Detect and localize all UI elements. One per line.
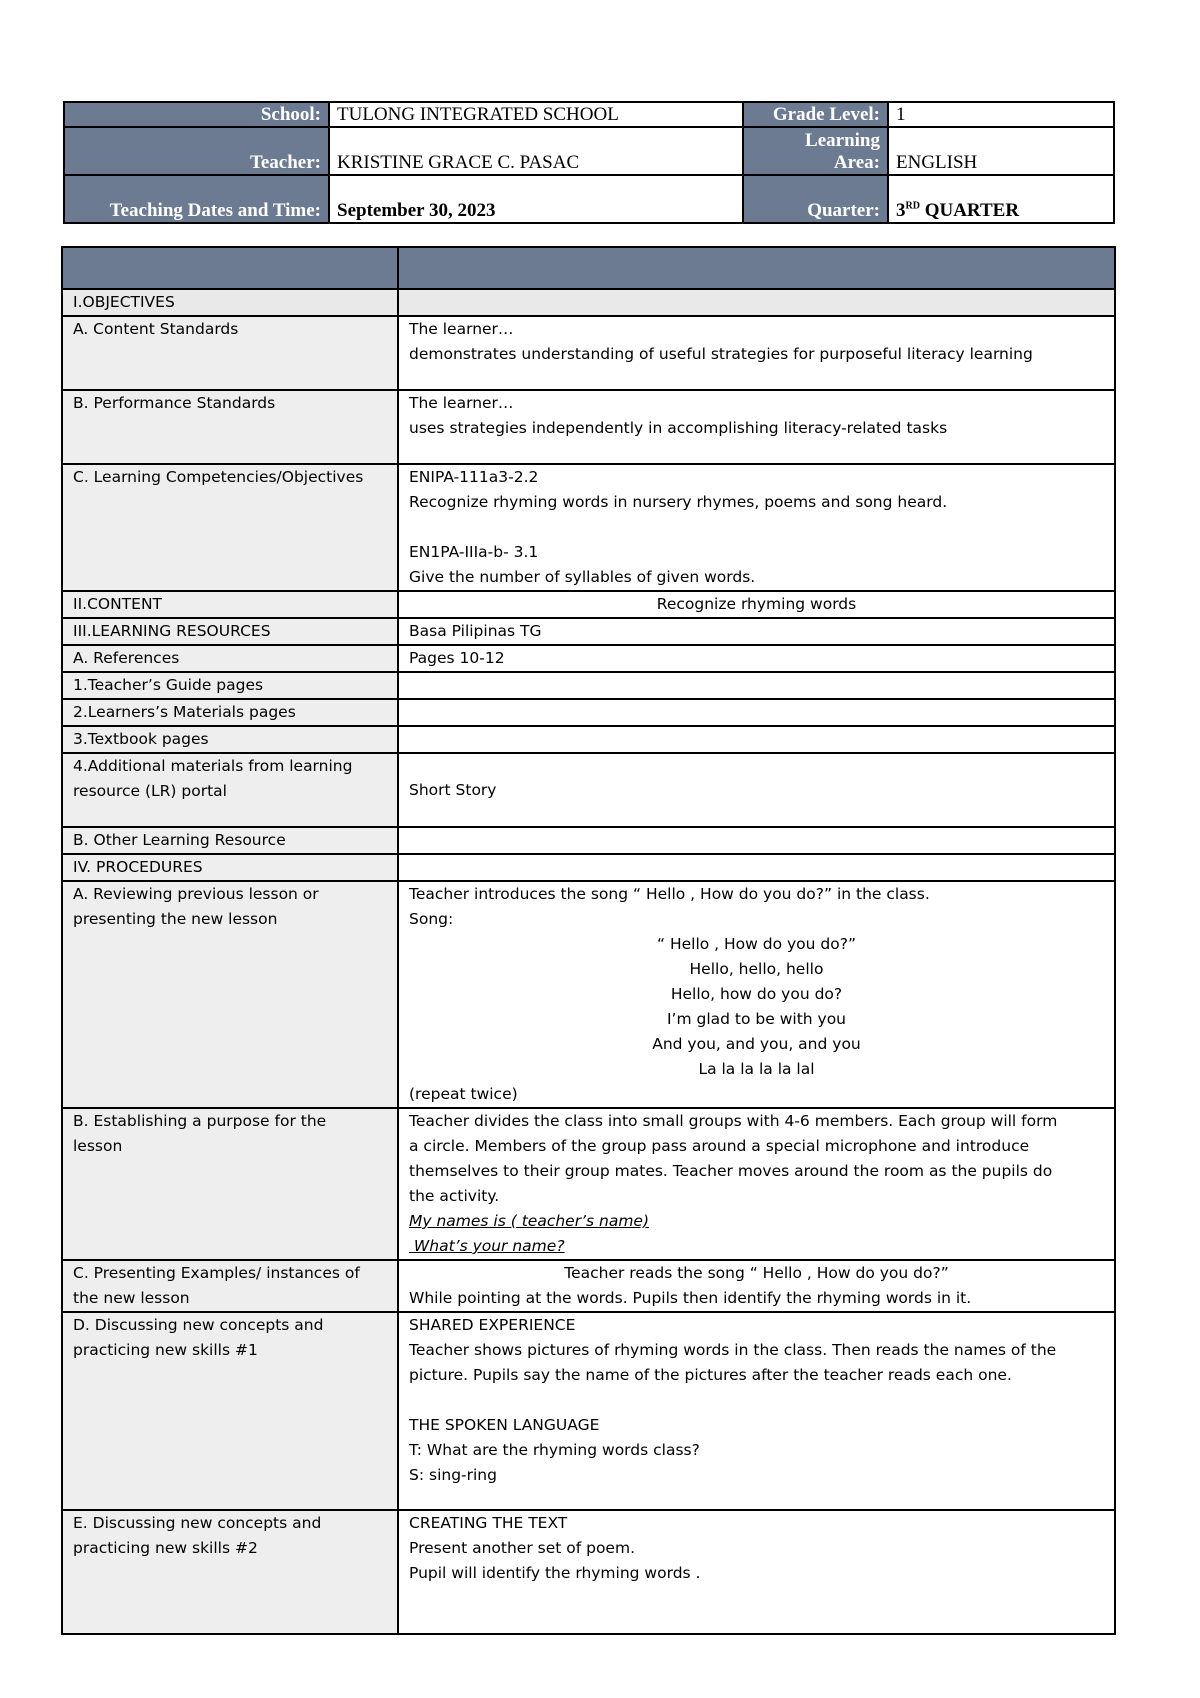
discussing-1-text: T: What are the rhyming words class? bbox=[409, 1441, 700, 1459]
textbook-pages-label: 3.Textbook pages bbox=[62, 726, 398, 753]
discussing-1-line: D. Discussing new concepts and bbox=[73, 1316, 324, 1334]
examples-label bbox=[62, 1260, 398, 1312]
quarter-suffix: RD bbox=[905, 200, 920, 212]
purpose-dialogue: What’s your name? bbox=[409, 1237, 565, 1255]
competencies-value bbox=[398, 464, 1115, 591]
examples-value bbox=[398, 1260, 1115, 1312]
discussing-1-text: THE SPOKEN LANGUAGE bbox=[409, 1416, 600, 1434]
learning-area-label-2: Area: bbox=[833, 152, 880, 173]
purpose-text: the activity. bbox=[409, 1187, 500, 1205]
discussing-1-text: Teacher shows pictures of rhyming words in the class. Then reads the names of the bbox=[409, 1341, 1057, 1359]
discussing-2-line: practicing new skills #2 bbox=[73, 1539, 258, 1557]
examples-line: C. Presenting Examples/ instances of bbox=[73, 1264, 360, 1282]
content-label: II.CONTENT bbox=[62, 591, 398, 618]
purpose-text: Teacher divides the class into small groups with 4-6 members. Each group will form bbox=[409, 1112, 1058, 1130]
content-value: Recognize rhyming words bbox=[398, 591, 1115, 618]
teacher-value: KRISTINE GRACE C. PASAC bbox=[329, 127, 743, 175]
quarter-word: QUARTER bbox=[919, 200, 1020, 221]
song-line: Hello, how do you do? bbox=[670, 985, 843, 1003]
references-value: Pages 10-12 bbox=[398, 645, 1115, 672]
learning-resources-value: Basa Pilipinas TG bbox=[398, 618, 1115, 645]
learning-area-label bbox=[743, 127, 888, 175]
header-info-table bbox=[63, 101, 1115, 224]
reviewing-label bbox=[62, 881, 398, 1108]
quarter-number: 3 bbox=[896, 200, 906, 221]
discussing-1-text: picture. Pupils say the name of the pictures after the teacher reads each one. bbox=[409, 1366, 1012, 1384]
performance-standards-value bbox=[398, 390, 1115, 464]
competencies-label: C. Learning Competencies/Objectives bbox=[62, 464, 398, 591]
examples-text: Teacher reads the song “ Hello , How do you do?” bbox=[564, 1264, 949, 1282]
objectives-label: I.OBJECTIVES bbox=[62, 289, 398, 316]
song-line: And you, and you, and you bbox=[652, 1035, 861, 1053]
discussing-2-text: Pupil will identify the rhyming words . bbox=[409, 1564, 701, 1582]
purpose-text: a circle. Members of the group pass around a special microphone and introduce bbox=[409, 1137, 1030, 1155]
performance-line: uses strategies independently in accomplishing literacy-related tasks bbox=[409, 419, 948, 437]
table-row bbox=[62, 464, 1115, 591]
discussing-2-line: E. Discussing new concepts and bbox=[73, 1514, 322, 1532]
discussing-1-text: SHARED EXPERIENCE bbox=[409, 1316, 576, 1334]
song-line: Hello, hello, hello bbox=[689, 960, 824, 978]
reviewing-text: Song: bbox=[409, 910, 454, 928]
competency-line: Recognize rhyming words in nursery rhymes, poems and song heard. bbox=[409, 493, 948, 511]
discussing-1-text: S: sing-ring bbox=[409, 1466, 497, 1484]
grade-level-value: 1 bbox=[888, 102, 1114, 127]
discussing-1-value bbox=[398, 1312, 1115, 1510]
content-standards-line: demonstrates understanding of useful strategies for purposeful literacy learning bbox=[409, 345, 1033, 363]
competency-line: ENIPA-111a3-2.2 bbox=[409, 468, 539, 486]
competency-line: EN1PA-IIIa-b- 3.1 bbox=[409, 543, 539, 561]
school-label: School: bbox=[64, 102, 329, 127]
performance-standards-label: B. Performance Standards bbox=[62, 390, 398, 464]
reviewing-text: Teacher introduces the song “ Hello , How do you do?” in the class. bbox=[409, 885, 930, 903]
teaching-dates-value: September 30, 2023 bbox=[329, 175, 743, 223]
table-row bbox=[62, 289, 1115, 316]
table-row bbox=[62, 316, 1115, 390]
lesson-plan-table bbox=[61, 246, 1116, 1635]
grade-level-label: Grade Level: bbox=[743, 102, 888, 127]
table-row bbox=[62, 726, 1115, 753]
discussing-1-label bbox=[62, 1312, 398, 1510]
references-label: A. References bbox=[62, 645, 398, 672]
table-row bbox=[62, 1312, 1115, 1510]
purpose-value bbox=[398, 1108, 1115, 1260]
reviewing-line: presenting the new lesson bbox=[73, 910, 278, 928]
table-row bbox=[62, 591, 1115, 618]
quarter-value bbox=[888, 175, 1114, 223]
purpose-label bbox=[62, 1108, 398, 1260]
content-standards-line: The learner… bbox=[409, 320, 514, 338]
song-line: La la la la la lal bbox=[698, 1060, 815, 1078]
table-row bbox=[62, 390, 1115, 464]
reviewing-value bbox=[398, 881, 1115, 1108]
content-standards-label: A. Content Standards bbox=[62, 316, 398, 390]
table-row bbox=[62, 618, 1115, 645]
table-row bbox=[62, 645, 1115, 672]
quarter-label: Quarter: bbox=[743, 175, 888, 223]
discussing-2-label bbox=[62, 1510, 398, 1634]
song-line: I’m glad to be with you bbox=[666, 1010, 846, 1028]
discussing-1-line: practicing new skills #1 bbox=[73, 1341, 258, 1359]
discussing-2-text: CREATING THE TEXT bbox=[409, 1514, 568, 1532]
table-row bbox=[62, 1108, 1115, 1260]
performance-line: The learner… bbox=[409, 394, 514, 412]
additional-materials-value: Short Story bbox=[398, 753, 1115, 827]
discussing-2-value bbox=[398, 1510, 1115, 1634]
competency-line: Give the number of syllables of given words. bbox=[409, 568, 756, 586]
other-resource-label: B. Other Learning Resource bbox=[62, 827, 398, 854]
learning-area-value: ENGLISH bbox=[888, 127, 1114, 175]
table-row bbox=[62, 672, 1115, 699]
table-row bbox=[62, 753, 1115, 827]
teaching-dates-label: Teaching Dates and Time: bbox=[64, 175, 329, 223]
additional-materials-line: resource (LR) portal bbox=[73, 782, 227, 800]
table-row bbox=[62, 854, 1115, 881]
table-row bbox=[62, 827, 1115, 854]
purpose-line: B. Establishing a purpose for the bbox=[73, 1112, 327, 1130]
school-value: TULONG INTEGRATED SCHOOL bbox=[329, 102, 743, 127]
table-header-row bbox=[62, 247, 1115, 289]
table-row bbox=[62, 1510, 1115, 1634]
teachers-guide-label: 1.Teacher’s Guide pages bbox=[62, 672, 398, 699]
reviewing-line: A. Reviewing previous lesson or bbox=[73, 885, 319, 903]
content-standards-value bbox=[398, 316, 1115, 390]
discussing-2-text: Present another set of poem. bbox=[409, 1539, 635, 1557]
additional-materials-line: 4.Additional materials from learning bbox=[73, 757, 353, 775]
purpose-line: lesson bbox=[73, 1137, 123, 1155]
purpose-dialogue: My names is ( teacher’s name) bbox=[409, 1212, 650, 1230]
song-line: “ Hello , How do you do?” bbox=[656, 935, 856, 953]
examples-text: While pointing at the words. Pupils then identify the rhyming words in it. bbox=[409, 1289, 972, 1307]
teacher-label: Teacher: bbox=[64, 127, 329, 175]
additional-materials-label bbox=[62, 753, 398, 827]
reviewing-text: (repeat twice) bbox=[409, 1085, 518, 1103]
table-row bbox=[62, 699, 1115, 726]
learning-resources-label: III.LEARNING RESOURCES bbox=[62, 618, 398, 645]
table-row bbox=[62, 881, 1115, 1108]
learners-materials-label: 2.Learners’s Materials pages bbox=[62, 699, 398, 726]
table-row bbox=[62, 1260, 1115, 1312]
purpose-text: themselves to their group mates. Teacher moves around the room as the pupils do bbox=[409, 1162, 1053, 1180]
procedures-label: IV. PROCEDURES bbox=[62, 854, 398, 881]
examples-line: the new lesson bbox=[73, 1289, 190, 1307]
learning-area-label-1: Learning bbox=[805, 130, 880, 151]
